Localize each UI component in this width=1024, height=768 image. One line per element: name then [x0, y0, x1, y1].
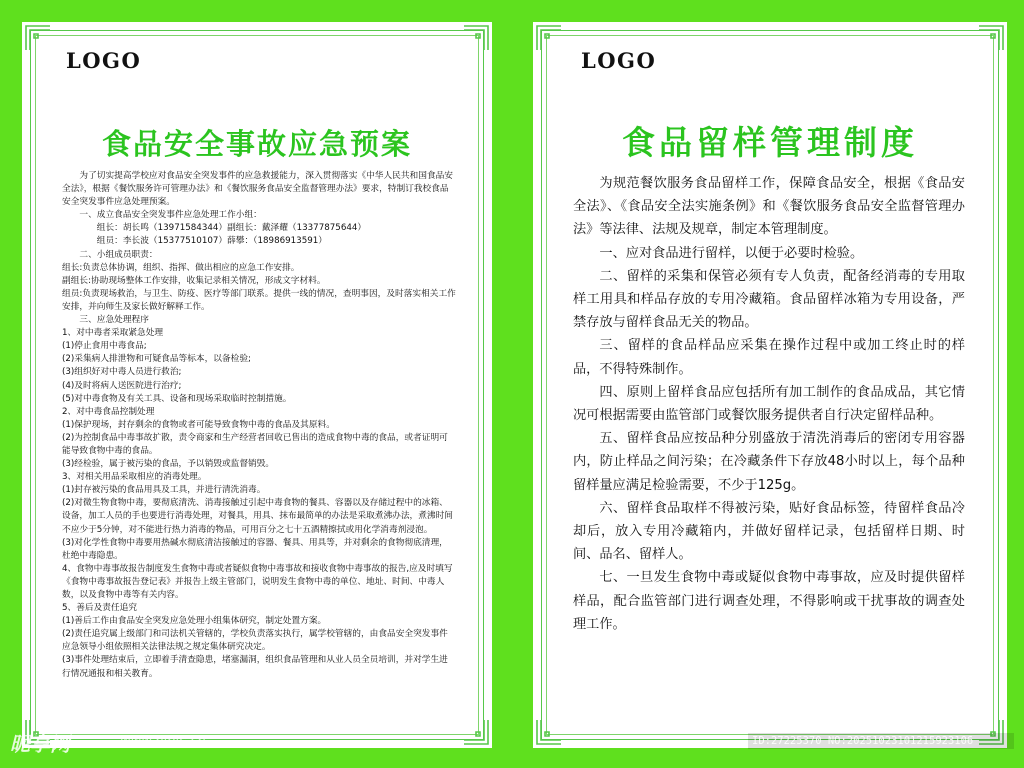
logo-text: LOGO — [66, 48, 142, 73]
plan-paragraph: 2、对中毒食品控制处理 — [62, 406, 155, 417]
plan-paragraph: (2)对微生物食物中毒，要彻底清洗、消毒接触过引起中毒食物的餐具、容器以及存储过程中的冰箱、设备，加工人员的手也要进行消毒处理，对餐具，用具、抹布最简单的办法是采取煮沸办法，煮沸时间不应少于5分钟，对不能进行热力消毒的物品，可用百分之七十五酒精擦拭或用化学消毒剂浸泡。 — [62, 498, 453, 535]
poster-title: 食品安全事故应急预案 — [101, 127, 412, 161]
policy-paragraph: 一、应对食品进行留样，以便于必要时检验。 — [599, 245, 864, 261]
policy-body-text — [573, 172, 965, 636]
corner-ornament-icon — [977, 24, 1005, 52]
plan-paragraph: 组员:负责现场救治，与卫生、防疫、医疗等部门联系。提供一线的情况，查明事因，及时落实相关工作安排，并向师生及家长做好解释工作。 — [62, 288, 456, 312]
plan-paragraph: 二、小组成员职责： — [79, 249, 158, 260]
corner-ornament-icon — [535, 718, 563, 746]
policy-paragraph: 三、留样的食品样品应采集在操作过程中或加工终止时的样品，不得特殊制作。 — [573, 338, 965, 377]
plan-paragraph: (2)责任追究属上级部门和司法机关管辖的，学校负责落实执行，属学校管辖的，由食品安全突发事件应急领导小组依照相关法律法规之规定集体研究决定。 — [62, 629, 448, 653]
plan-paragraph: 组长：胡长鸣（13971584344）副组长：戴泽耀（13377875644） — [96, 223, 367, 234]
corner-ornament-icon — [24, 24, 52, 52]
corner-ornament-icon — [462, 24, 490, 52]
plan-paragraph: 5、善后及责任追究 — [62, 603, 138, 614]
plan-paragraph: (4)及时将病人送医院进行治疗; — [62, 380, 182, 391]
policy-paragraph: 六、留样食品取样不得被污染，贴好食品标签，待留样食品冷却后，放入专用冷藏箱内，并做好留样记录，包括留样日期、时间、品名、留样人。 — [573, 500, 965, 563]
plan-paragraph: (1)保护现场，封存剩余的食物或者可能导致食物中毒的食品及其原料。 — [62, 419, 335, 430]
plan-paragraph: 4、食物中毒事故报告制度发生食物中毒或者疑似食物中毒事故和接收食物中毒事故的报告,应及时填写《食物中毒事故报告登记表》并报告上级主管部门，说明发生食物中毒的单位、地址、时间、中毒人数，以及食物中毒等有关内容。 — [62, 563, 453, 600]
watermark-id: ID:27225370 NO:20251023101215923106 — [748, 733, 1014, 749]
plan-paragraph: 1、对中毒者采取紧急处理 — [62, 328, 164, 339]
plan-paragraph: 一、成立食品安全突发事件应急处理工作小组： — [79, 210, 262, 221]
logo-text: LOGO — [581, 48, 657, 73]
plan-paragraph: (1)善后工作由食品安全突发应急处理小组集体研究，制定处置方案。 — [62, 616, 327, 627]
corner-ornament-icon — [535, 24, 563, 52]
plan-paragraph: (2)为控制食品中毒事故扩散，责令商家和生产经营者回收已售出的造成食物中毒的食品，或者证明可能导致食物中毒的食品。 — [62, 432, 448, 456]
policy-paragraph: 七、一旦发生食物中毒或疑似食物中毒事故，应及时提供留样样品，配合监管部门进行调查处理，不得影响或干扰事故的调查处理工作。 — [573, 570, 965, 632]
watermark-brand: 昵享网 — [10, 732, 70, 756]
plan-body-text — [62, 170, 456, 681]
plan-paragraph: (2)采集病人排泄物和可疑食品等标本，以备检验; — [62, 354, 251, 365]
policy-paragraph: 为规范餐饮服务食品留样工作，保障食品安全，根据《食品安全法》、《食品安全法实施条例》和《餐饮服务食品安全监督管理办法》等法律、法规及规章，制定本管理制度。 — [573, 176, 965, 238]
plan-paragraph: (1)停止食用中毒食品; — [62, 341, 147, 352]
watermark-url: www.nipic.cn — [120, 734, 206, 749]
policy-paragraph: 五、留样食品应按品种分别盛放于清洗消毒后的密闭专用容器内，防止样品之间污染；在冷藏条件下存放48小时以上，每个品种留样量应满足检验需要，不少于125g。 — [573, 431, 965, 493]
plan-paragraph: (5)对中毒食物及有关工具、设备和现场采取临时控制措施。 — [62, 393, 292, 404]
plan-paragraph: 副组长:协助现场整体工作安排，收集记录相关情况，形成文字材料。 — [62, 275, 326, 286]
plan-paragraph: (1)封存被污染的食品用具及工具，并进行清洗消毒。 — [62, 485, 266, 496]
poster-left — [22, 22, 492, 748]
poster-title: 食品留样管理制度 — [622, 123, 918, 162]
plan-paragraph: 三、应急处理程序 — [79, 315, 149, 326]
policy-paragraph: 四、原则上留样食品应包括所有加工制作的食品成品，其它情况可根据需要由监管部门或餐饮服务提供者自行决定留样品种。 — [573, 384, 965, 424]
plan-paragraph: 组员：李长波（15377510107）薛攀：（18986913591） — [96, 236, 327, 247]
plan-paragraph: 为了切实提高学校应对食品安全突发事件的应急救援能力，深入贯彻落实《中华人民共和国食品安全法》，根据《餐饮服务许可管理办法》和《餐饮服务食品安全监督管理办法》要求，特制订我校食品安全突发事件应急处理预案。 — [62, 171, 453, 208]
policy-paragraph: 二、留样的采集和保管必须有专人负责，配备经消毒的专用取样工用具和样品存放的专用冷藏箱。食品留样冰箱为专用设备，严禁存放与留样食品无关的物品。 — [573, 268, 965, 331]
corner-ornament-icon — [462, 718, 490, 746]
plan-paragraph: (3)经检验，属于被污染的食品，予以销毁或监督销毁。 — [62, 459, 275, 470]
plan-paragraph: 3、对相关用品采取相应的消毒处理。 — [62, 472, 207, 483]
plan-paragraph: (3)事件处理结束后，立即着手清查隐患，堵塞漏洞，组织食品管理和从业人员全员培训，并对学生进行情况通报和相关教育。 — [62, 655, 448, 679]
plan-paragraph: (3)对化学性食物中毒要用热碱水彻底清洁接触过的容器、餐具、用具等，并对剩余的食物彻底清理，杜绝中毒隐患。 — [62, 537, 448, 561]
plan-paragraph: (3)组织好对中毒人员进行救治; — [62, 367, 182, 378]
poster-right — [533, 22, 1007, 748]
plan-paragraph: 组长:负责总体协调，组织、指挥、做出相应的应急工作安排。 — [62, 262, 300, 273]
